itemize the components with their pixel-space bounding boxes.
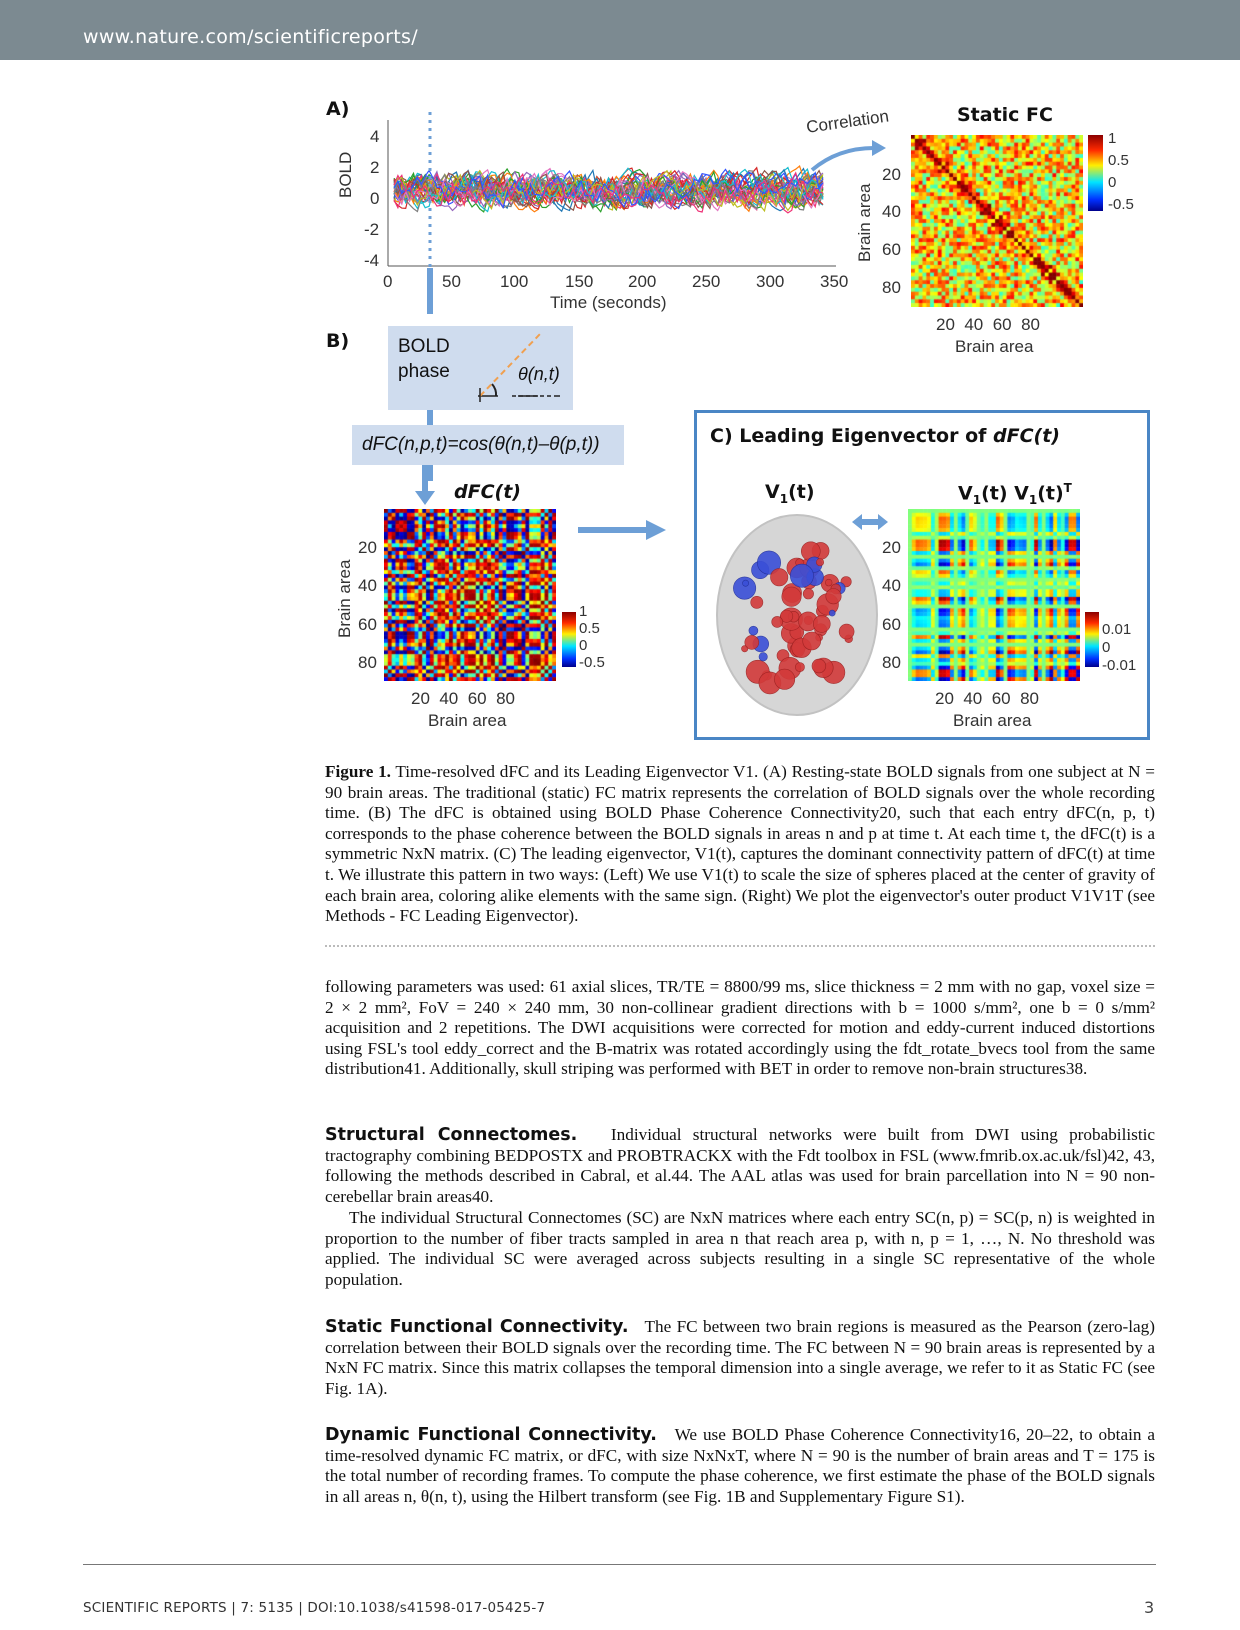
xtick: 200 xyxy=(628,272,657,291)
ytick: -2 xyxy=(364,220,380,239)
brain-sphere xyxy=(795,663,804,672)
xtick: 150 xyxy=(565,272,594,291)
section-heading: Static Functional Connectivity. xyxy=(325,1317,629,1337)
double-arrow xyxy=(850,512,890,532)
dfc-colorbar xyxy=(562,612,576,667)
theta-label: θ(n,t) xyxy=(518,364,560,384)
ytick: 60 xyxy=(358,615,377,634)
panel-b-letter: B) xyxy=(326,330,350,352)
ytick: -4 xyxy=(364,251,380,270)
brain-sphere xyxy=(751,596,763,608)
section-text: Individual structural networks were built from DWI using probabilistic tractography combining BEDPOSTX and PROBTRACKX with the Fdt toolbox in FSL (www.fmrib.ox.ac.uk/fsl)42, 43, following the methods described in Cabral, et al.44. The AAL atlas was used for brain parcellation into N = 90 non-cerebellar brain areas40. xyxy=(325,1125,1156,1206)
cbar-tick: -0.01 xyxy=(1102,657,1137,674)
op-sub-a: 1 xyxy=(972,493,982,508)
section-static-fc xyxy=(325,1317,1155,1399)
brain-sphere xyxy=(772,616,783,627)
outer-product-matrix xyxy=(908,509,1080,681)
down-arrow xyxy=(413,465,437,505)
brain-sphere xyxy=(829,610,835,616)
brain-sphere xyxy=(759,653,767,661)
correlation-arrow xyxy=(808,138,888,178)
dfc-title: dFC(t) xyxy=(454,481,521,503)
cbar-tick: 0 xyxy=(579,637,588,654)
page-number: 3 xyxy=(1144,1598,1155,1617)
bold-signal-lines xyxy=(394,166,823,213)
ytick: 80 xyxy=(358,653,377,672)
ytick: 20 xyxy=(882,165,901,184)
brain-sphere xyxy=(782,587,801,606)
section-text: We use BOLD Phase Coherence Connectivity16, 20–22, to obtain a time-resolved dynamic FC matrix, or dFC, with size NxNxT, where N = 90 is the number of brain areas and T = 175 is the total number of recording frames. To compute the phase coherence, we first estimate the phase of the BOLD signals in all areas n, θ(n, t), using the Hilbert transform (see Fig. 1B and Supplementary Figure S1). xyxy=(325,1425,1155,1506)
bold-xlabel: Time (seconds) xyxy=(550,293,667,312)
caption-divider xyxy=(325,945,1155,947)
cbar-tick: -0.5 xyxy=(1108,196,1134,213)
ytick: 60 xyxy=(882,240,901,259)
panel-c-title-italic: dFC(t) xyxy=(993,425,1060,447)
dfc-xlabel: Brain area xyxy=(428,711,507,730)
panel-c-title xyxy=(710,425,1060,447)
box-label: phase xyxy=(398,361,450,382)
brain-sphere xyxy=(790,564,813,587)
v1-label xyxy=(765,481,815,506)
dfc-xticks: 20 40 60 80 xyxy=(411,689,515,708)
section-text: The FC between two brain regions is measured as the Pearson (zero-lag) correlation between their BOLD signals over the recording time. The FC between N = 90 brain areas is represented by a NxN FC matrix. Since this matrix collapses the temporal dimension into a single average, we refer to it as Static FC (see Fig. 1A). xyxy=(325,1317,1155,1398)
ytick: 20 xyxy=(882,538,901,557)
brain-sphere xyxy=(826,589,841,604)
brain-spheres-image xyxy=(712,510,882,720)
brain-sphere xyxy=(839,624,854,639)
ytick: 4 xyxy=(370,127,380,146)
caption-text: Time-resolved dFC and its Leading Eigenvector V1. (A) Resting-state BOLD signals from one subject at N = 90 brain areas. The traditional (static) FC matrix represents the correlation of BOLD signals over the whole recording time. (B) The dFC is obtained using BOLD Phase Coherence Connectivity20, such that each entry dFC(n, p, t) corresponds to the phase coherence between the BOLD signals in areas n and p at time t. At each time t, the dFC(t) is a symmetric NxN matrix. (C) The leading eigenvector, V1(t), captures the dominant connectivity pattern of dFC(t) at time t. We illustrate this pattern in two ways: (Left) We use V1(t) to scale the size of spheres placed at the center of gravity of each brain area, coloring alike elements with the same sign. (Right) We plot the eigenvector's outer product V1V1T (see Methods - FC Leading Eigenvector). xyxy=(325,762,1155,926)
ytick: 40 xyxy=(358,576,377,595)
brain-sphere xyxy=(825,579,832,586)
cbar-tick: 0.01 xyxy=(1102,621,1132,638)
section-dynamic-fc xyxy=(325,1425,1155,1507)
outer-colorbar xyxy=(1085,612,1099,667)
bold-phase-box xyxy=(388,326,573,410)
brain-sphere xyxy=(803,632,821,650)
cbar-tick: 1 xyxy=(1108,130,1117,147)
static-fc-ylabel: Brain area xyxy=(855,183,874,262)
ytick: 0 xyxy=(370,189,380,208)
footer-rule xyxy=(83,1564,1156,1565)
brain-sphere xyxy=(803,589,813,599)
ytick: 40 xyxy=(882,576,901,595)
cbar-tick: 1 xyxy=(579,603,588,620)
cbar-tick: -0.5 xyxy=(579,654,605,671)
formula-box xyxy=(352,425,624,465)
xtick: 350 xyxy=(820,272,849,291)
paragraph-sc: The individual Structural Connectomes (SC) are NxN matrices where each entry SC(n, p) = SC(p, n) is weighted in proportion to the number of fiber tracts sampled in area n that reach area p, with n, p = 1, …, N. No threshold was applied. The individual SC were averaged across subjects resulting in a single SC representative of the whole population. xyxy=(325,1208,1155,1289)
v1-suffix: (t) xyxy=(788,481,815,503)
header-url[interactable]: www.nature.com/scientificreports/ xyxy=(83,26,418,48)
brain-sphere xyxy=(743,580,749,586)
box-label: BOLD xyxy=(398,336,450,357)
ytick: 80 xyxy=(882,653,901,672)
cbar-tick: 0 xyxy=(1102,639,1111,656)
xtick: 0 xyxy=(383,272,393,291)
paragraph-dwi: following parameters was used: 61 axial slices, TR/TE = 8800/99 ms, slice thickness = 2 mm with no gap, voxel size = 2 × 2 mm², FoV = 240 × 240 mm, 30 non-collinear gradient directions with b = 1000 s/mm², one b = 0 s/mm² acquisition and 2 repetitions. The DWI acquisitions were corrected for motion and eddy-current induced distortions using FSL's tool eddy_correct and the B-matrix was rotated accordingly using the fdt_rotate_bvecs tool from the same distribution41. Additionally, skull striping was performed with BET in order to remove non-brain structures38. xyxy=(325,977,1155,1079)
op-sup: T xyxy=(1063,481,1072,495)
dfc-matrix xyxy=(384,509,556,681)
bold-timeseries-plot xyxy=(380,120,840,270)
footer-citation: SCIENTIFIC REPORTS | 7: 5135 | DOI:10.1038/s41598-017-05425-7 xyxy=(83,1600,546,1616)
ytick: 2 xyxy=(370,158,380,177)
brain-sphere xyxy=(813,615,830,632)
section-heading: Dynamic Functional Connectivity. xyxy=(325,1425,657,1445)
static-fc-colorbar xyxy=(1088,135,1103,211)
outer-product-label xyxy=(958,481,1072,507)
op-end: (t) xyxy=(1037,482,1064,505)
ytick: 80 xyxy=(882,278,901,297)
right-arrow xyxy=(578,518,668,542)
v1-text: V xyxy=(765,481,780,503)
static-fc-title: Static FC xyxy=(957,104,1053,126)
brain-sphere xyxy=(816,559,823,566)
panel-c-title-text: C) Leading Eigenvector of xyxy=(710,425,994,447)
static-fc-xlabel: Brain area xyxy=(955,337,1034,356)
op-sub-b: 1 xyxy=(1028,493,1038,508)
ytick: 60 xyxy=(882,615,901,634)
section-structural-connectomes xyxy=(325,1125,1155,1207)
brain-sphere xyxy=(774,669,794,689)
op-mid: (t) V xyxy=(981,482,1029,505)
ytick: 40 xyxy=(882,202,901,221)
cbar-tick: 0.5 xyxy=(1108,152,1129,169)
caption-label: Figure 1. xyxy=(325,762,391,781)
brain-sphere xyxy=(771,569,788,586)
static-fc-xticks: 20 40 60 80 xyxy=(936,315,1040,334)
phase-angle-icon xyxy=(450,326,570,410)
cbar-tick: 0 xyxy=(1108,174,1117,191)
v1-sub: 1 xyxy=(779,491,789,506)
panel-a-letter: A) xyxy=(326,98,350,120)
outer-xlabel: Brain area xyxy=(953,711,1032,730)
section-heading: Structural Connectomes. xyxy=(325,1125,578,1145)
static-fc-matrix xyxy=(911,135,1083,307)
bold-ylabel: BOLD xyxy=(336,151,355,198)
xtick: 300 xyxy=(756,272,785,291)
figure-caption xyxy=(325,762,1155,927)
op-a: V xyxy=(958,482,973,505)
dfc-ylabel: Brain area xyxy=(335,559,354,638)
brain-sphere xyxy=(745,635,759,649)
cbar-tick: 0.5 xyxy=(579,620,600,637)
brain-sphere xyxy=(812,659,826,673)
brain-sphere xyxy=(749,626,758,635)
outer-xticks: 20 40 60 80 xyxy=(935,689,1039,708)
xtick: 250 xyxy=(692,272,721,291)
xtick: 50 xyxy=(442,272,461,291)
correlation-label: Correlation xyxy=(805,106,890,137)
dfc-formula: dFC(n,p,t)=cos(θ(n,t)–θ(p,t)) xyxy=(362,434,600,455)
ytick: 20 xyxy=(358,538,377,557)
xtick: 100 xyxy=(500,272,529,291)
